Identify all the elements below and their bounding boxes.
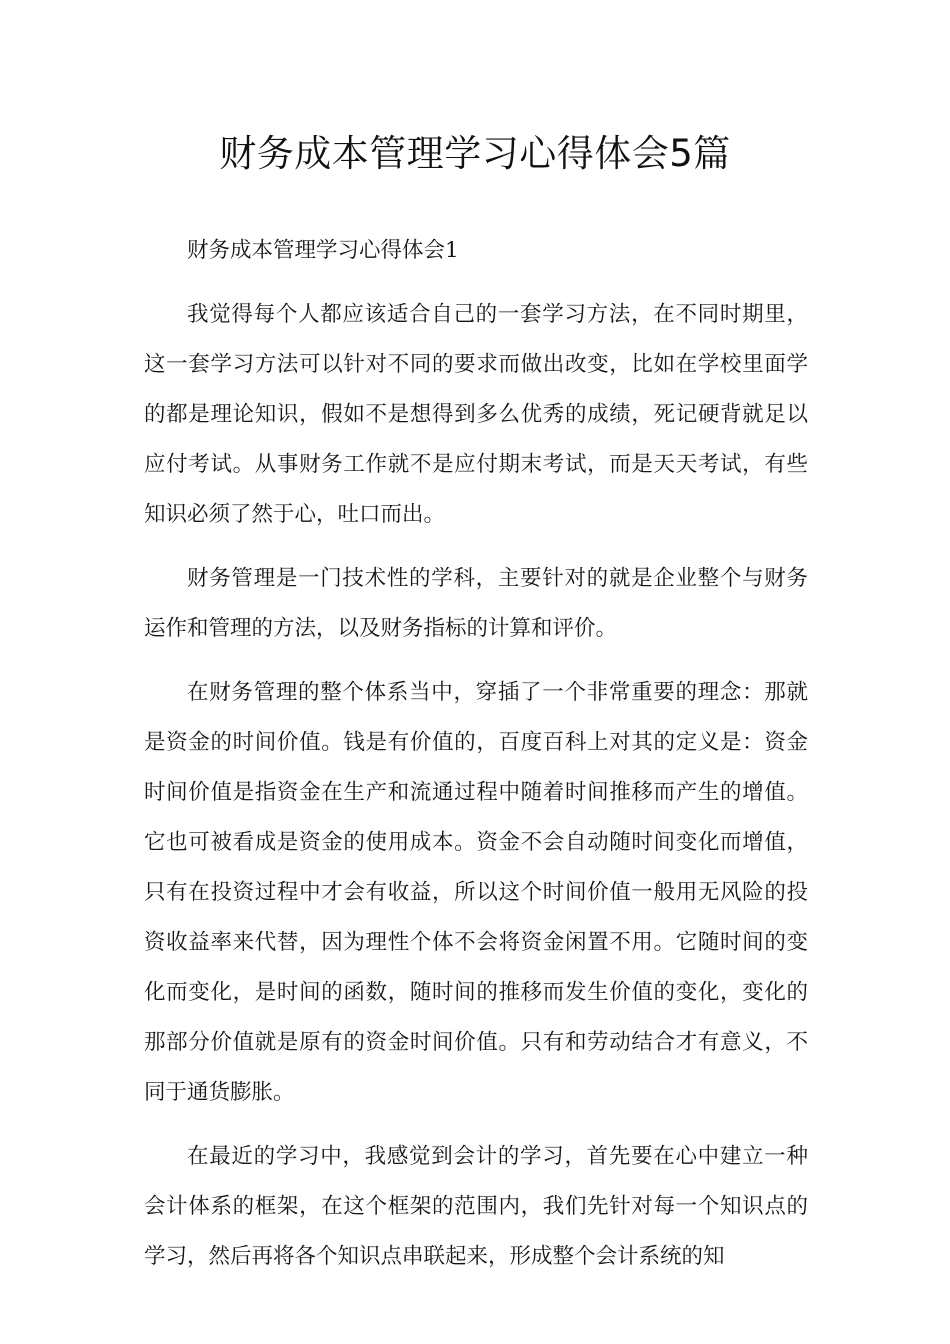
paragraph-3: 在财务管理的整个体系当中，穿插了一个非常重要的理念：那就是资金的时间价值。钱是有价值的，百度百科上对其的定义是：资金时间价值是指资金在生产和流通过程中随着时间推移而产生的增值。它也可被看成是资金的使用成本。资金不会自动随时间变化而增值，只有在投资过程中才会有收益，所以这个时间价值一般用无风险的投资收益率来代替，因为理性个体不会将资金闲置不用。它随时间的变化而变化，是时间的函数，随时间的推移而发生价值的变化，变化的那部分价值就是原有的资金时间价值。只有和劳动结合才有意义，不同于通货膨胀。 (144, 680, 808, 1105)
paragraph-4: 在最近的学习中，我感觉到会计的学习，首先要在心中建立一种会计体系的框架，在这个框架的范围内，我们先针对每一个知识点的学习，然后再将各个知识点串联起来，形成整个会计系统的知 (144, 1144, 808, 1269)
paragraph-2: 财务管理是一门技术性的学科，主要针对的就是企业整个与财务运作和管理的方法，以及财务指标的计算和评价。 (144, 566, 808, 641)
section-heading: 财务成本管理学习心得体会1 (187, 238, 459, 263)
paragraph-1: 我觉得每个人都应该适合自己的一套学习方法，在不同时期里，这一套学习方法可以针对不同的要求而做出改变，比如在学校里面学的都是理论知识，假如不是想得到多么优秀的成绩，死记硬背就足以应付考试。从事财务工作就不是应付期末考试，而是天天考试，有些知识必须了然于心，吐口而出。 (144, 302, 808, 527)
document-body (144, 226, 808, 1282)
document-title: 财务成本管理学习心得体会5篇 (219, 132, 731, 175)
